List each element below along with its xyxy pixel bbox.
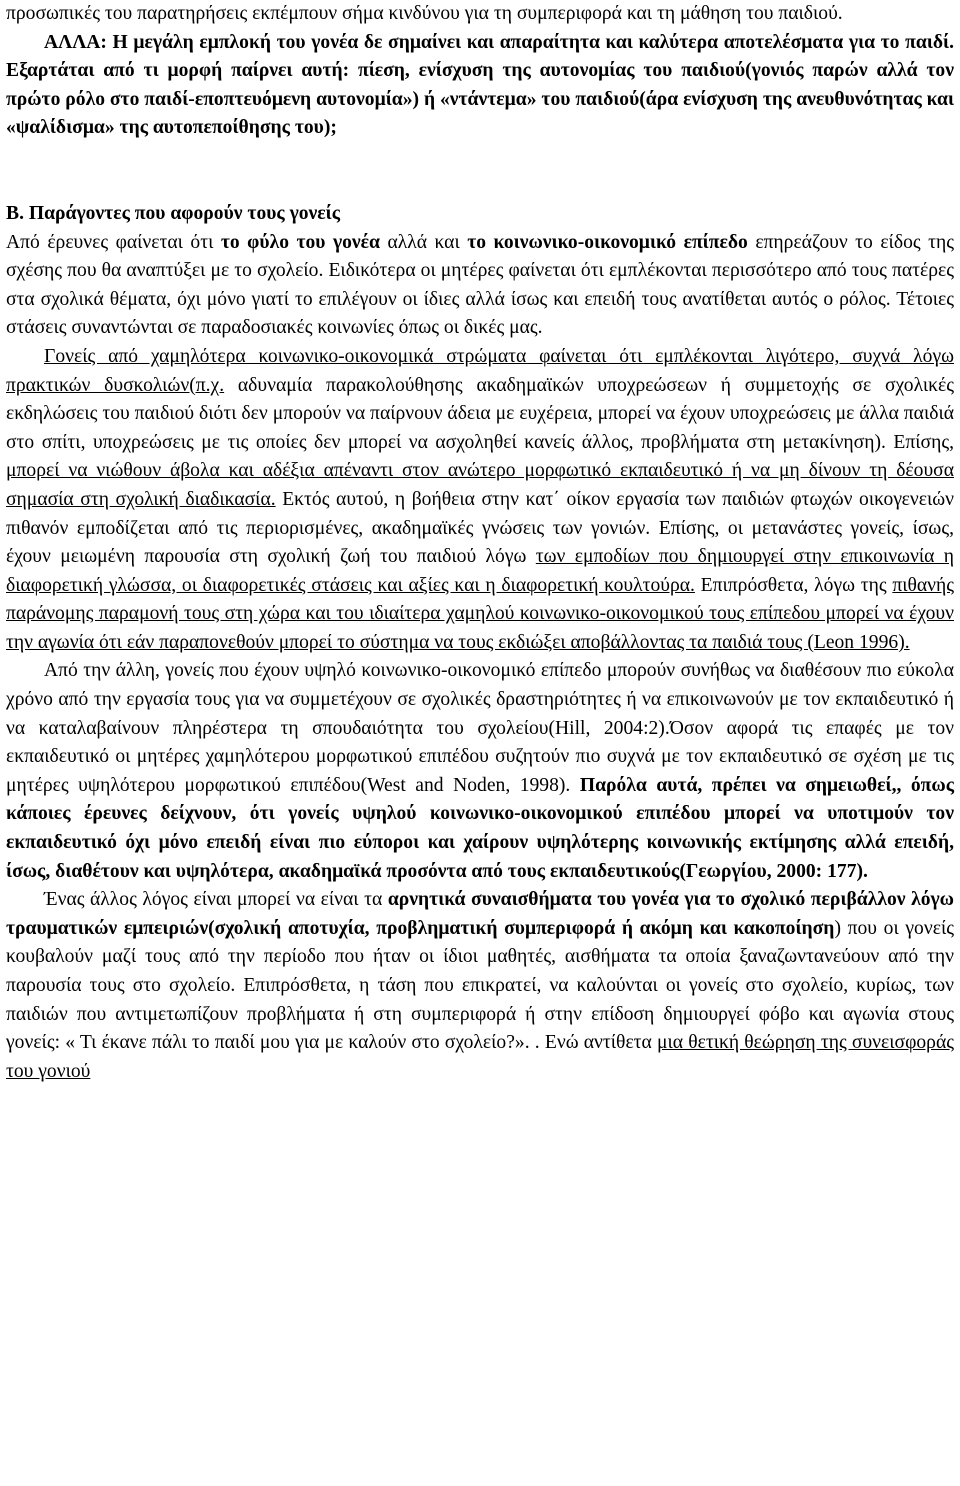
p2-text-3: Επιπρόσθετα, λόγω της — [694, 574, 893, 596]
p4-text-c: ) που οι γονείς κουβαλούν μαζί τους από την περίοδο που ήταν οι ίδιοι μαθητές, αισθήματα τα οποία ξαναζωντανεύουν από την παρουσία τους στο σχολείο. Επιπρόσθετα, η τάση που επικρατεί, να καλούνται οι γονείς στο σχολείο, κυρίως, των παιδιών που αντιμετωπίζουν προβλήματα ή στη συμπεριφορά ή στην επίδοση δημιουργεί φόβο και αγωνία στους γονείς: « Τι έκανε πάλι το παιδί μου για με καλούν στο σχολείο?». . Ενώ αντίθετα — [6, 917, 954, 1054]
section-paragraph-2 — [6, 343, 954, 658]
p2-underline-1: Γονείς από χαμηλότερα κοινωνικο-οικονομικά στρώματα φαίνεται ότι εμπλέκονται λιγότερο, συχνά λόγω πρακτικών δυσκολιών(π.χ. — [6, 345, 954, 396]
p1-text-a: Από έρευνες φαίνεται ότι — [6, 231, 221, 253]
p2-text-2: Εκτός αυτού, η βοήθεια στην κατ΄ οίκον εργασία των παιδιών φτωχών οικογενειών πιθανόν εμποδίζεται από τις περιορισμένες, ακαδημαϊκές γνώσεις των γονιών. Επίσης, οι μετανάστες γονείς, ίσως, έχουν μειωμένη παρουσία στη σχολική ζωή του παιδιού λόγω — [6, 488, 954, 568]
p3-text-a: Από την άλλη, γονείς που έχουν υψηλό κοινωνικο-οικονομικό επίπεδο μπορούν συνήθως να διαθέσουν πιο εύκολα χρόνο από την εργασία τους για να συμμετέχουν σε σχολικές δραστηριότητες ή να επικοινωνούν με τον εκπαιδευτικό ή να καταλαβαίνουν πληρέστερα τη σπουδαιότητα του σχολείου(Hill, 2004:2).Όσον αφορά τις επαφές με τον εκπαιδευτικό οι μητέρες χαμηλότερου μορφωτικού επιπέδου συζητούν πιο συχνά με τον εκπαιδευτικό σε σχέση με τις μητέρες υψηλότερου μορφωτικού επιπέδου(West and Noden, 1998). — [6, 660, 954, 796]
section-paragraph-4 — [6, 886, 954, 1086]
p3-bold-b: Παρόλα αυτά, πρέπει να σημειωθεί,, όπως κάποιες έρευνες δείχνουν, ότι γονείς υψηλού κοινωνικο-οικονομικού επιπέδου μπορεί να υποτιμούν τον εκπαιδευτικό όχι μόνο επειδή είναι πιο εύποροι και χαίρουν υψηλότερης κοινωνικής εκτίμησης αλλά επειδή, ίσως, διαθέτουν και υψηλότερα, ακαδημαϊκά προσόντα από τους εκπαιδευτικούς(Γεωργίου, 2000: 177). — [6, 774, 954, 882]
p1-bold-gender: το φύλο του γονέα — [220, 231, 380, 253]
p4-text-a: Ένας άλλος λόγος είναι μπορεί να είναι τα — [44, 889, 388, 911]
intro-text-2: ΑΛΛΑ: Η μεγάλη εμπλοκή του γονέα δε σημαίνει και απαραίτητα και καλύτερα αποτελέσματα για το παιδί. Εξαρτάται από τι μορφή παίρνει αυτή: πίεση, ενίσχυση της αυτονομίας του παιδιού(γονιός παρών αλλά τον πρώτο ρόλο στο παιδί-εποπτευόμενη αυτονομία») ή «ντάντεμα» του παιδιού(άρα ενίσχυση της ανευθυνότητας και «ψαλίδισμα» της αυτοπεποίθησης του); — [6, 31, 954, 139]
intro-paragraph-2 — [6, 29, 954, 143]
p2-underline-3: των εμποδίων που δημιουργεί στην επικοινωνία η διαφορετική γλώσσα, οι διαφορετικές στάσεις και αξίες και η διαφορετική κουλτούρα. — [6, 546, 955, 596]
p1-text-c: αλλά και — [379, 231, 468, 253]
p4-bold-b: αρνητικά συναισθήματα του γονέα για το σχολικό περιβάλλον λόγω τραυματικών εμπειριών(σχολική αποτυχία, προβληματική συμπεριφορά ή ακόμη και κακοποίηση — [6, 889, 954, 939]
p1-bold-ses: το κοινωνικο-οικονομικό επίπεδο — [467, 231, 748, 253]
section-spacer — [6, 143, 954, 200]
section-paragraph-3 — [6, 657, 954, 886]
p2-text-1: αδυναμία παρακολούθησης ακαδημαϊκών υποχρεώσεων ή συμμετοχής σε σχολικές εκδηλώσεις του παιδιού διότι δεν μπορούν να παίρνουν άδεια με ευχέρεια, μπορεί να έχουν υποχρεώσεις με άλλα παιδιά στο σπίτι, υποχρεώσεις με τις οποίες δεν μπορεί να ασχοληθεί κανείς άλλος, προβλήματα στη μετακίνηση). Επίσης, — [6, 374, 954, 453]
p1-text-e: επηρεάζουν το είδος της σχέσης που θα αναπτύξει με το σχολείο. Ειδικότερα οι μητέρες φαίνεται ότι εμπλέκονται περισσότερο από τους πατέρες στα σχολικά θέματα, όχι μόνο γιατί το επιλέγουν οι ίδιες αλλά ίσως και επειδή τους ανατίθεται αυτός ο ρόλος. Τέτοιες στάσεις συναντώνται σε παραδοσιακές κοινωνίες όπως οι δικές μας. — [6, 231, 954, 339]
section-heading: Β. Παράγοντες που αφορούν τους γονείς — [6, 202, 341, 224]
section-paragraph-1 — [6, 229, 954, 343]
intro-text-1: προσωπικές του παρατηρήσεις εκπέμπουν σήμα κινδύνου για τη συμπεριφορά και τη μάθηση του παιδιού. — [6, 3, 843, 24]
p4-underline-d: μια θετική θεώρηση της συνεισφοράς του γονιού — [6, 1032, 954, 1082]
intro-paragraph-1 — [6, 0, 954, 29]
p2-underline-2: μπορεί να νιώθουν άβολα και αδέξια απέναντι στον ανώτερο μορφωτικό εκπαιδευτικό ή να μη δίνουν τη δέουσα σημασία στη σχολική διαδικασία. — [6, 460, 954, 510]
p2-underline-4: πιθανής παράνομης παραμονή τους στη χώρα και του ιδιαίτερα χαμηλού κοινωνικο-οικονομικού τους επίπεδου μπορεί να έχουν την αγωνία ότι εάν παραπονεθούν μπορεί το σύστημα να τους εκδιώξει αποβάλλοντας τα παιδιά τους (Leon 1996). — [6, 574, 955, 653]
